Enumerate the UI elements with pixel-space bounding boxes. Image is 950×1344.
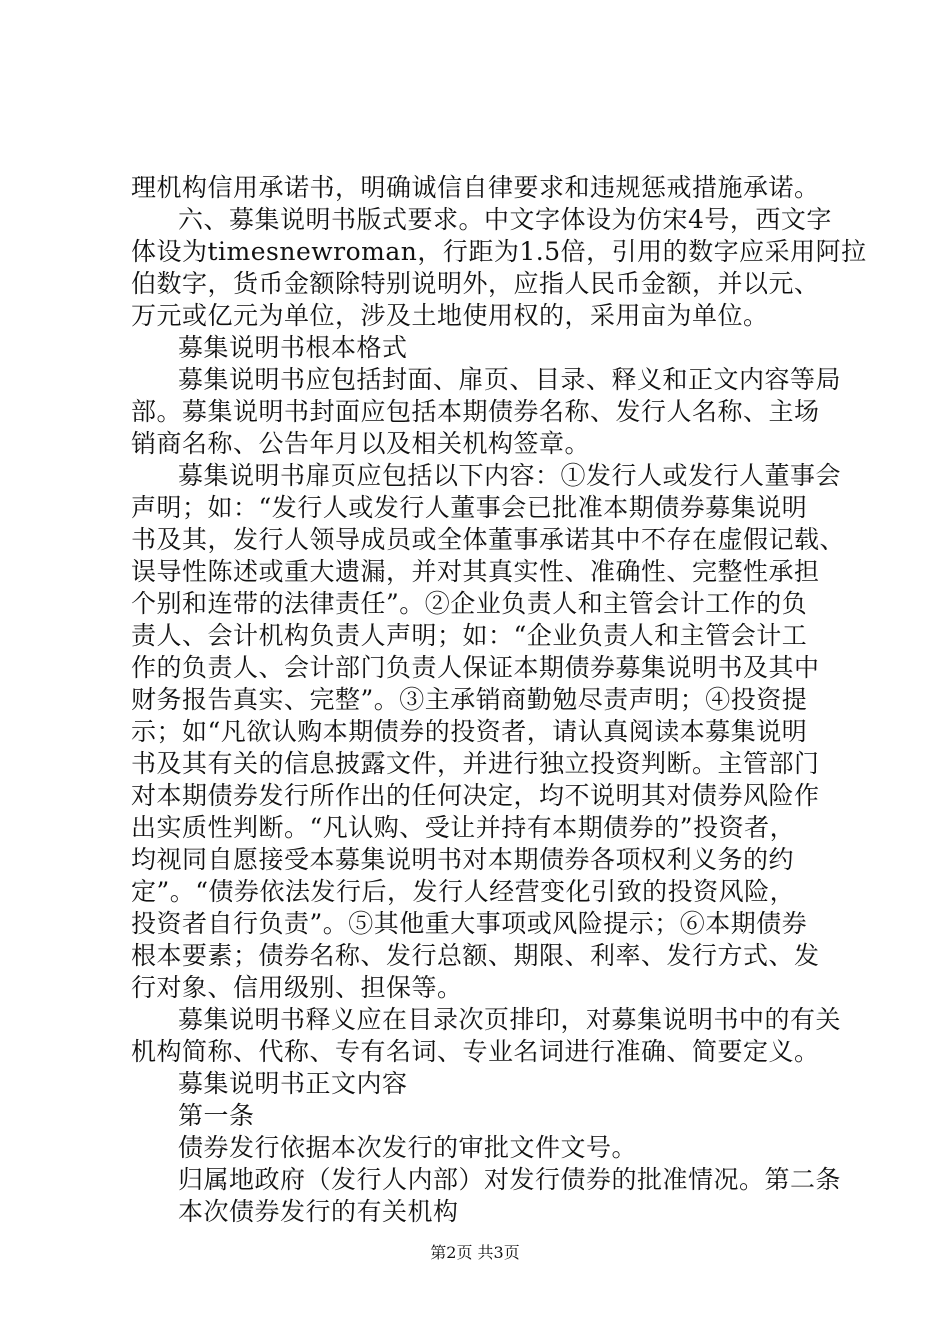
- section-heading: 募集说明书正文内容: [178, 1069, 408, 1098]
- body-line: 债券发行依据本次发行的审批文件文号。: [178, 1133, 638, 1162]
- body-line: 书及其，发行人领导成员或全体董事承诺其中不存在虚假记载、: [131, 525, 846, 554]
- body-line: 出实质性判断。“凡认购、受让并持有本期债券的”投资者，: [131, 813, 796, 842]
- body-line: 本次债券发行的有关机构: [178, 1197, 459, 1226]
- section-heading: 募集说明书根本格式: [178, 333, 408, 362]
- body-line: 募集说明书释义应在目录次页排印，对募集说明书中的有关: [178, 1005, 842, 1034]
- body-line: 作的负责人、会计部门负责人保证本期债券募集说明书及其中: [131, 653, 820, 682]
- body-line: 根本要素；债券名称、发行总额、期限、利率、发行方式、发: [131, 941, 820, 970]
- body-line: 机构简称、代称、专有名词、专业名词进行准确、简要定义。: [131, 1037, 820, 1066]
- body-line: 行对象、信用级别、担保等。: [131, 973, 463, 1002]
- body-line: 募集说明书扉页应包括以下内容：①发行人或发行人董事会: [178, 461, 842, 490]
- article-heading: 第一条: [178, 1101, 255, 1130]
- body-line: 责人、会计机构负责人声明；如：“企业负责人和主管会计工: [131, 621, 808, 650]
- body-line: 投资者自行负责”。⑤其他重大事项或风险提示；⑥本期债券: [131, 909, 808, 938]
- body-line: 定”。“债券依法发行后，发行人经营变化引致的投资风险，: [131, 877, 796, 906]
- body-line: 体设为timesnewroman，行距为1.5倍，引用的数字应采用阿拉: [131, 237, 867, 266]
- body-line: 财务报告真实、完整”。③主承销商勤勉尽责声明；④投资提: [131, 685, 808, 714]
- page-number-footer: 第2页 共3页: [430, 1243, 520, 1262]
- body-line: 示；如“凡欲认购本期债券的投资者，请认真阅读本募集说明: [131, 717, 808, 746]
- body-line: 声明；如：“发行人或发行人董事会已批准本期债券募集说明: [131, 493, 808, 522]
- body-line: 个别和连带的法律责任”。②企业负责人和主管会计工作的负: [131, 589, 808, 618]
- body-line: 募集说明书应包括封面、扉页、目录、释义和正文内容等局: [178, 365, 842, 394]
- body-line: 销商名称、公告年月以及相关机构签章。: [131, 429, 591, 458]
- body-line: 书及其有关的信息披露文件，并进行独立投资判断。主管部门: [131, 749, 820, 778]
- body-line: 万元或亿元为单位，涉及土地使用权的，采用亩为单位。: [131, 301, 769, 330]
- body-line: 伯数字，货币金额除特别说明外，应指人民币金额，并以元、: [131, 269, 820, 298]
- body-line: 理机构信用承诺书，明确诚信自律要求和违规惩戒措施承诺。: [131, 173, 820, 202]
- body-line: 对本期债券发行所作出的任何决定，均不说明其对债券风险作: [131, 781, 820, 810]
- body-line: 均视同自愿接受本募集说明书对本期债券各项权利义务的约: [131, 845, 795, 874]
- body-line: 归属地政府（发行人内部）对发行债券的批准情况。第二条: [178, 1165, 842, 1194]
- body-line: 六、募集说明书版式要求。中文字体设为仿宋4号，西文字: [178, 205, 832, 234]
- body-line: 误导性陈述或重大遗漏，并对其真实性、准确性、完整性承担: [131, 557, 820, 586]
- body-line: 部。募集说明书封面应包括本期债券名称、发行人名称、主场: [131, 397, 820, 426]
